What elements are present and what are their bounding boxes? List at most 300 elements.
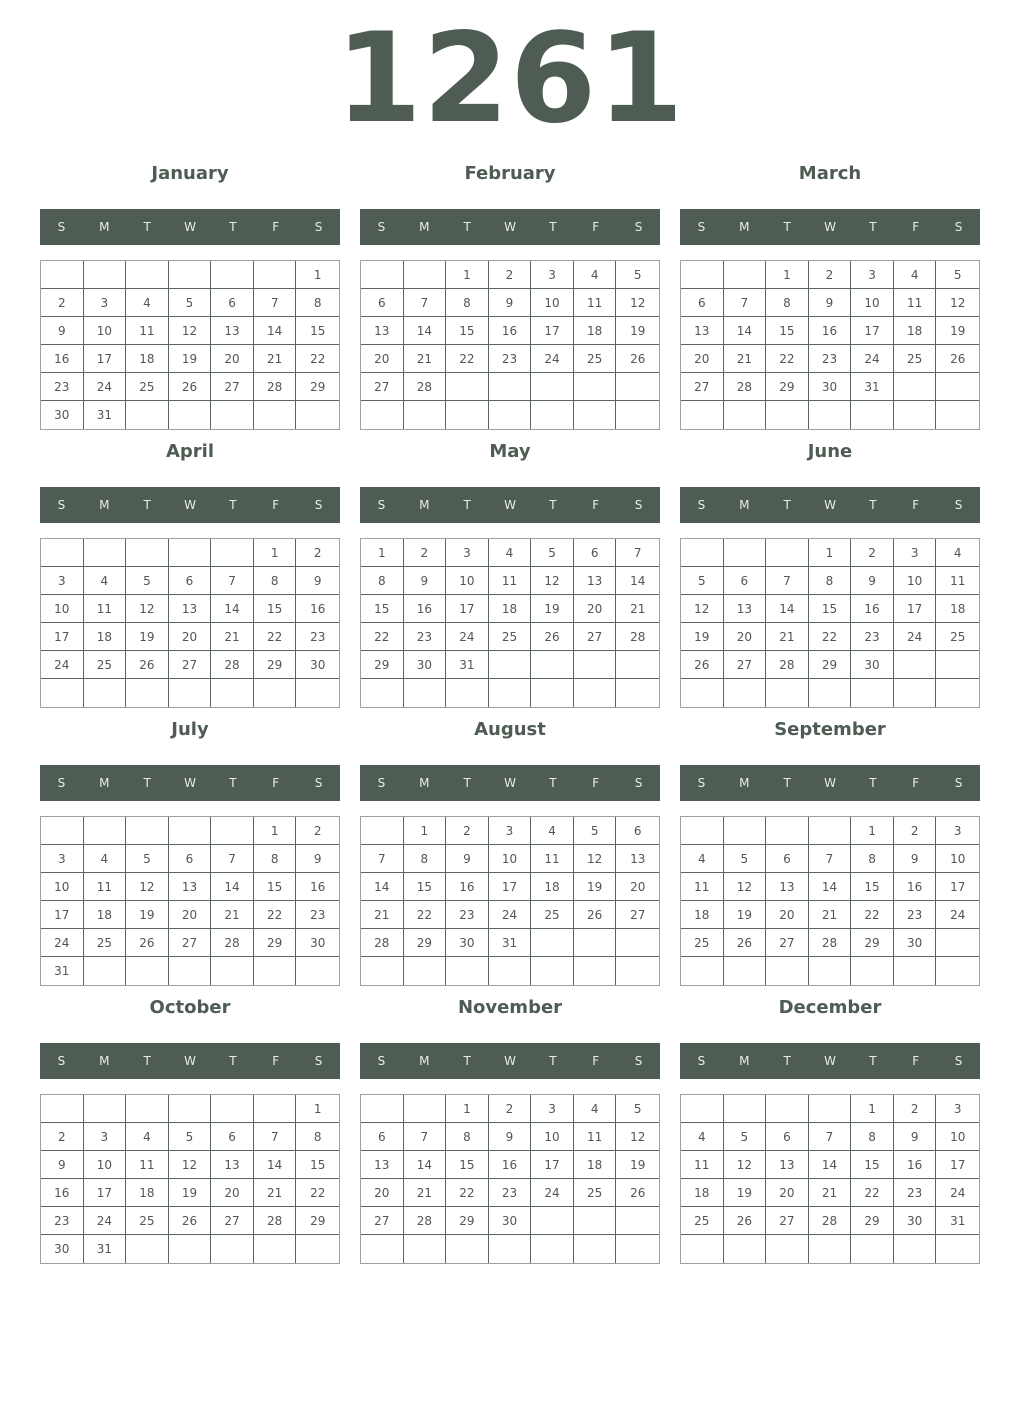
day-cell [936,401,979,429]
day-cell: 26 [169,1207,212,1235]
day-cell: 1 [851,1095,894,1123]
day-cell: 29 [446,1207,489,1235]
day-cell [531,1207,574,1235]
day-cell [724,539,767,567]
day-cell: 18 [574,1151,617,1179]
day-cell: 1 [296,1095,339,1123]
month-june [680,441,980,708]
day-cell: 30 [296,929,339,957]
day-cell: 26 [724,1207,767,1235]
day-cell: 6 [681,289,724,317]
day-cell: 23 [404,623,447,651]
month-name: November [457,997,563,1018]
day-cell: 18 [531,873,574,901]
day-cell [169,957,212,985]
day-cell [254,401,297,429]
day-cell: 21 [724,345,767,373]
day-cell [126,1095,169,1123]
weekday-label: S [377,220,386,234]
day-cell: 3 [84,1123,127,1151]
day-cell [169,817,212,845]
day-cell: 13 [211,317,254,345]
weekday-label: W [504,1054,516,1068]
year-title: 1261 [335,7,685,151]
day-cell [211,261,254,289]
day-cell: 1 [446,1095,489,1123]
day-cell [616,1235,659,1263]
day-cell: 15 [809,595,852,623]
weekday-label: W [184,220,196,234]
day-cell: 25 [936,623,979,651]
month-name: December [778,997,882,1018]
day-cell [489,1235,532,1263]
weekday-label: S [954,220,963,234]
month-name: June [807,441,853,462]
weekday-label: T [143,776,151,790]
day-cell: 1 [766,261,809,289]
day-cell: 19 [574,873,617,901]
day-cell: 23 [851,623,894,651]
day-cell: 13 [616,845,659,873]
day-cell: 8 [446,1123,489,1151]
day-cell: 11 [489,567,532,595]
day-cell [574,373,617,401]
day-cell [446,679,489,707]
weekday-label: W [824,1054,836,1068]
day-cell [681,401,724,429]
day-cell: 31 [84,1235,127,1263]
day-cell: 17 [936,1151,979,1179]
day-cell: 19 [681,623,724,651]
day-cell: 5 [616,261,659,289]
day-cell [809,679,852,707]
weekday-label: T [229,498,237,512]
day-cell: 27 [766,1207,809,1235]
day-cell [211,1235,254,1263]
day-cell [936,1235,979,1263]
day-cell: 18 [84,623,127,651]
weekday-header [360,765,660,801]
day-cell: 22 [766,345,809,373]
day-cell: 26 [126,929,169,957]
weekday-label: F [592,776,600,790]
day-cell [211,401,254,429]
day-cell: 5 [574,817,617,845]
day-cell: 13 [681,317,724,345]
day-cell: 5 [126,845,169,873]
day-cell: 4 [681,845,724,873]
day-cell: 10 [936,1123,979,1151]
weekday-label: W [824,220,836,234]
day-cell: 16 [296,873,339,901]
day-cell: 29 [766,373,809,401]
day-cell: 27 [361,1207,404,1235]
day-cell: 3 [41,567,84,595]
day-cell: 29 [254,651,297,679]
day-cell: 24 [936,1179,979,1207]
day-cell [531,651,574,679]
month-september [680,719,980,986]
day-cell [724,679,767,707]
month-name: August [474,719,546,740]
day-cell: 25 [574,1179,617,1207]
weekday-label: W [504,220,516,234]
weekday-label: F [272,220,280,234]
day-cell [84,679,127,707]
weekday-label: S [314,1054,323,1068]
day-cell [404,679,447,707]
weekday-label: M [739,498,750,512]
day-cell: 10 [531,289,574,317]
day-cell [809,957,852,985]
day-cell [574,679,617,707]
weekday-label: M [99,1054,110,1068]
day-cell: 20 [211,1179,254,1207]
day-cell: 18 [84,901,127,929]
day-cell: 12 [169,317,212,345]
day-cell [574,957,617,985]
day-cell: 28 [211,651,254,679]
day-cell: 17 [41,623,84,651]
day-cell: 22 [404,901,447,929]
day-cell: 8 [361,567,404,595]
day-cell [446,401,489,429]
day-cell: 18 [894,317,937,345]
day-cell: 22 [851,1179,894,1207]
weekday-label: F [272,1054,280,1068]
day-cell: 7 [809,845,852,873]
day-cell: 22 [254,623,297,651]
day-cell [361,1235,404,1263]
day-cell [126,401,169,429]
day-cell: 6 [724,567,767,595]
day-cell: 8 [766,289,809,317]
weekday-label: S [314,220,323,234]
day-cell [809,401,852,429]
day-cell: 30 [41,1235,84,1263]
weekday-label: M [739,776,750,790]
weekday-label: S [697,776,706,790]
day-cell: 14 [211,873,254,901]
day-cell: 1 [404,817,447,845]
day-cell: 23 [489,1179,532,1207]
day-cell: 16 [41,345,84,373]
weekday-label: M [739,220,750,234]
day-cell: 2 [894,817,937,845]
day-cell: 17 [41,901,84,929]
day-cell: 13 [766,1151,809,1179]
day-cell: 25 [126,1207,169,1235]
day-cell: 15 [446,1151,489,1179]
day-cell: 30 [809,373,852,401]
day-cell: 9 [851,567,894,595]
month-name: April [165,441,215,462]
day-cell: 14 [361,873,404,901]
day-cell [254,1235,297,1263]
day-cell: 17 [84,1179,127,1207]
day-cell: 12 [531,567,574,595]
day-cell: 11 [574,1123,617,1151]
day-cell: 21 [211,901,254,929]
day-cell: 21 [254,1179,297,1207]
weekday-label: S [634,776,643,790]
day-cell [766,957,809,985]
day-cell [616,957,659,985]
day-cell: 9 [489,289,532,317]
day-cell: 10 [41,873,84,901]
day-cell [936,957,979,985]
day-cell: 3 [894,539,937,567]
day-cell: 3 [489,817,532,845]
day-cell [936,929,979,957]
day-cell: 6 [766,1123,809,1151]
day-cell: 28 [809,1207,852,1235]
day-cell: 11 [894,289,937,317]
weekday-label: W [504,776,516,790]
day-cell [489,373,532,401]
day-cell: 15 [446,317,489,345]
weekday-header [40,487,340,523]
day-cell: 10 [851,289,894,317]
day-cell: 10 [446,567,489,595]
day-cell [296,1235,339,1263]
day-cell: 24 [84,1207,127,1235]
day-cell: 19 [169,345,212,373]
day-cell: 11 [84,873,127,901]
day-grid [40,1094,340,1264]
day-cell [169,539,212,567]
day-cell: 16 [489,1151,532,1179]
day-cell: 15 [404,873,447,901]
day-cell: 5 [724,845,767,873]
day-cell: 2 [41,1123,84,1151]
day-grid [40,538,340,708]
day-cell: 2 [404,539,447,567]
day-cell [41,261,84,289]
day-cell: 25 [574,345,617,373]
day-cell: 13 [169,595,212,623]
day-cell: 6 [574,539,617,567]
day-cell: 2 [446,817,489,845]
day-grid [680,816,980,986]
day-cell: 20 [681,345,724,373]
day-cell: 12 [936,289,979,317]
day-cell [681,1235,724,1263]
day-cell: 14 [616,567,659,595]
month-february [360,163,660,430]
day-cell: 13 [169,873,212,901]
day-grid [360,260,660,430]
day-cell: 7 [211,567,254,595]
day-cell: 3 [446,539,489,567]
day-cell: 29 [404,929,447,957]
month-name: March [798,163,862,184]
day-cell: 29 [851,929,894,957]
day-cell [169,679,212,707]
day-cell: 20 [211,345,254,373]
day-cell: 25 [84,651,127,679]
day-cell: 9 [894,845,937,873]
day-cell: 9 [446,845,489,873]
day-cell: 26 [936,345,979,373]
day-cell: 5 [936,261,979,289]
day-cell: 13 [724,595,767,623]
day-cell: 19 [126,623,169,651]
day-cell: 9 [894,1123,937,1151]
day-cell [894,679,937,707]
day-cell: 5 [616,1095,659,1123]
day-cell [724,1235,767,1263]
day-cell: 18 [126,1179,169,1207]
day-cell: 3 [936,817,979,845]
day-cell [851,1235,894,1263]
day-cell: 19 [724,1179,767,1207]
day-cell [809,1095,852,1123]
day-cell [809,1235,852,1263]
day-cell: 17 [84,345,127,373]
day-cell: 15 [851,873,894,901]
day-cell: 24 [41,929,84,957]
day-cell [681,679,724,707]
weekday-label: T [549,498,557,512]
day-cell [446,1235,489,1263]
day-cell: 27 [211,1207,254,1235]
weekday-label: S [954,1054,963,1068]
day-cell: 11 [681,873,724,901]
day-grid [680,260,980,430]
day-cell: 7 [254,289,297,317]
day-cell [894,651,937,679]
weekday-label: S [954,776,963,790]
day-cell [531,1235,574,1263]
day-cell [41,817,84,845]
day-grid [360,816,660,986]
month-august [360,719,660,986]
day-cell [126,817,169,845]
day-cell: 31 [446,651,489,679]
day-cell: 12 [126,873,169,901]
weekday-label: T [549,220,557,234]
day-cell [404,1095,447,1123]
day-cell: 5 [169,289,212,317]
day-cell [84,957,127,985]
weekday-header [360,487,660,523]
weekday-label: S [377,776,386,790]
day-cell: 31 [489,929,532,957]
day-cell [254,957,297,985]
day-cell: 7 [254,1123,297,1151]
day-cell: 12 [724,1151,767,1179]
day-cell: 8 [296,1123,339,1151]
day-cell: 8 [404,845,447,873]
day-cell: 2 [894,1095,937,1123]
day-cell: 21 [809,1179,852,1207]
day-cell: 2 [489,1095,532,1123]
day-cell [84,1095,127,1123]
day-cell: 6 [361,289,404,317]
day-cell: 7 [616,539,659,567]
day-cell: 4 [574,1095,617,1123]
day-cell: 14 [724,317,767,345]
day-cell: 20 [766,1179,809,1207]
weekday-label: M [99,220,110,234]
day-cell: 9 [296,567,339,595]
day-cell [531,679,574,707]
weekday-label: S [57,776,66,790]
day-cell: 3 [41,845,84,873]
day-cell: 30 [894,929,937,957]
day-cell: 30 [894,1207,937,1235]
day-cell [809,817,852,845]
weekday-label: S [314,776,323,790]
day-cell: 24 [851,345,894,373]
day-cell: 18 [574,317,617,345]
day-cell: 13 [766,873,809,901]
day-cell: 28 [361,929,404,957]
day-cell: 29 [296,373,339,401]
day-cell: 12 [169,1151,212,1179]
day-cell: 1 [446,261,489,289]
day-cell [169,401,212,429]
day-cell [851,401,894,429]
day-cell: 11 [84,595,127,623]
day-cell: 1 [296,261,339,289]
day-cell: 17 [531,1151,574,1179]
weekday-label: M [419,1054,430,1068]
day-cell: 20 [361,345,404,373]
day-cell: 27 [169,929,212,957]
day-cell: 17 [531,317,574,345]
weekday-label: T [143,220,151,234]
day-cell [574,929,617,957]
weekday-label: T [143,1054,151,1068]
day-cell [169,261,212,289]
day-cell: 19 [169,1179,212,1207]
day-cell [894,401,937,429]
day-cell: 11 [681,1151,724,1179]
weekday-label: M [419,776,430,790]
day-cell: 21 [404,1179,447,1207]
day-grid [40,260,340,430]
weekday-label: W [824,776,836,790]
month-name: October [149,997,231,1018]
day-cell: 18 [681,1179,724,1207]
day-cell: 12 [616,1123,659,1151]
day-cell: 9 [809,289,852,317]
day-cell [296,401,339,429]
day-cell: 3 [531,1095,574,1123]
day-cell: 4 [574,261,617,289]
day-cell [126,261,169,289]
day-cell: 4 [489,539,532,567]
day-cell: 15 [361,595,404,623]
day-cell: 20 [169,623,212,651]
weekday-label: T [783,776,791,790]
weekday-header [680,765,980,801]
day-cell [616,373,659,401]
day-cell [766,817,809,845]
weekday-label: T [869,220,877,234]
day-cell: 16 [446,873,489,901]
weekday-label: F [912,1054,920,1068]
day-cell: 4 [126,1123,169,1151]
day-cell: 11 [936,567,979,595]
day-cell [211,1095,254,1123]
day-cell: 24 [894,623,937,651]
day-grid [360,538,660,708]
day-cell: 15 [851,1151,894,1179]
day-cell: 27 [681,373,724,401]
